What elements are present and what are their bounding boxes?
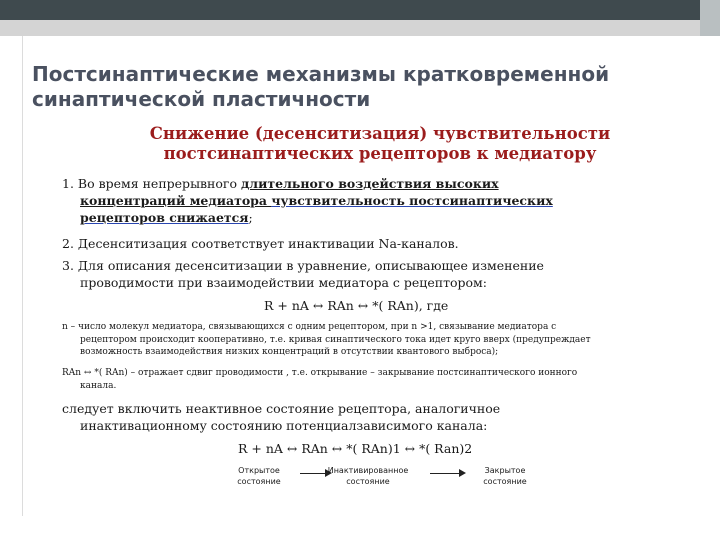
paragraph-3 (62, 257, 672, 291)
state-inactivated (326, 465, 410, 487)
p1-prefix: 1. Во время непрерывного (62, 176, 241, 191)
state-open-line-1: Открытое (238, 466, 280, 475)
p4-line-2: инактивационному состоянию потенциалзависимого канала: (80, 418, 488, 433)
p1-highlight-2: концентраций медиатора (80, 193, 272, 208)
note-ran-line-2: канала. (80, 380, 117, 391)
slide-title: Постсинаптические механизмы кратковременной синаптической пластичности (32, 62, 610, 111)
p3-line-2: проводимости при взаимодействии медиатора с рецептором: (80, 275, 487, 290)
paragraph-1 (62, 175, 672, 226)
p1-highlight-3: чувствительность постсинаптических (271, 193, 553, 208)
arrow-right-icon (430, 473, 464, 474)
p1-suffix: ; (248, 210, 253, 225)
p1-highlight-4: рецепторов снижается (80, 210, 249, 225)
subtitle-line-2: постсинаптических рецепторов к медиатору (163, 144, 597, 163)
state-closed (470, 465, 540, 487)
p4-line-1: следует включить неактивное состояние рецептора, аналогичное (62, 401, 501, 416)
note-n-line-3: возможность взаимодействия низких концентраций в отсутствии квантового выброса); (80, 347, 499, 357)
state-inactivated-line-1: Инактивированное (327, 466, 409, 475)
state-closed-line-2: состояние (483, 477, 527, 486)
p3-line-1: 3. Для описания десенситизации в уравнение, описывающее изменение (62, 258, 544, 273)
note-ran (62, 367, 692, 392)
state-closed-line-1: Закрытое (484, 466, 526, 475)
note-n (62, 321, 692, 359)
slide-subtitle (100, 124, 660, 164)
header-accent-block (700, 0, 720, 36)
formula-1: R + nA ↔ RAn ↔ *( RAn), где (264, 298, 449, 313)
paragraph-4 (62, 400, 672, 434)
state-open-line-2: состояние (237, 477, 281, 486)
note-n-line-2: рецептором происходит кооперативно, т.е. кривая синаптического тока идет круго вверх (предупреждает (80, 334, 591, 345)
state-open (224, 465, 294, 487)
note-n-line-1: n – число молекул медиатора, связывающихся с одним рецептором, при n >1, связывание медиатора с (62, 322, 557, 332)
note-ran-line-1: RAn ↔ *( RAn) – отражает сдвиг проводимости , т.е. открывание – закрывание постсинаптического ионного (62, 368, 578, 378)
state-inactivated-line-2: состояние (346, 477, 390, 486)
header-dark-band (0, 0, 700, 20)
formula-2: R + nA ↔ RAn ↔ *( RAn)1 ↔ *( Ran)2 (238, 441, 473, 456)
p1-highlight-1: длительного воздействия высоких (240, 176, 499, 191)
subtitle-line-1: Снижение (десенситизация) чувствительности (149, 124, 611, 143)
paragraph-2: 2. Десенситизация соответствует инактивации Na-каналов. (62, 236, 459, 251)
